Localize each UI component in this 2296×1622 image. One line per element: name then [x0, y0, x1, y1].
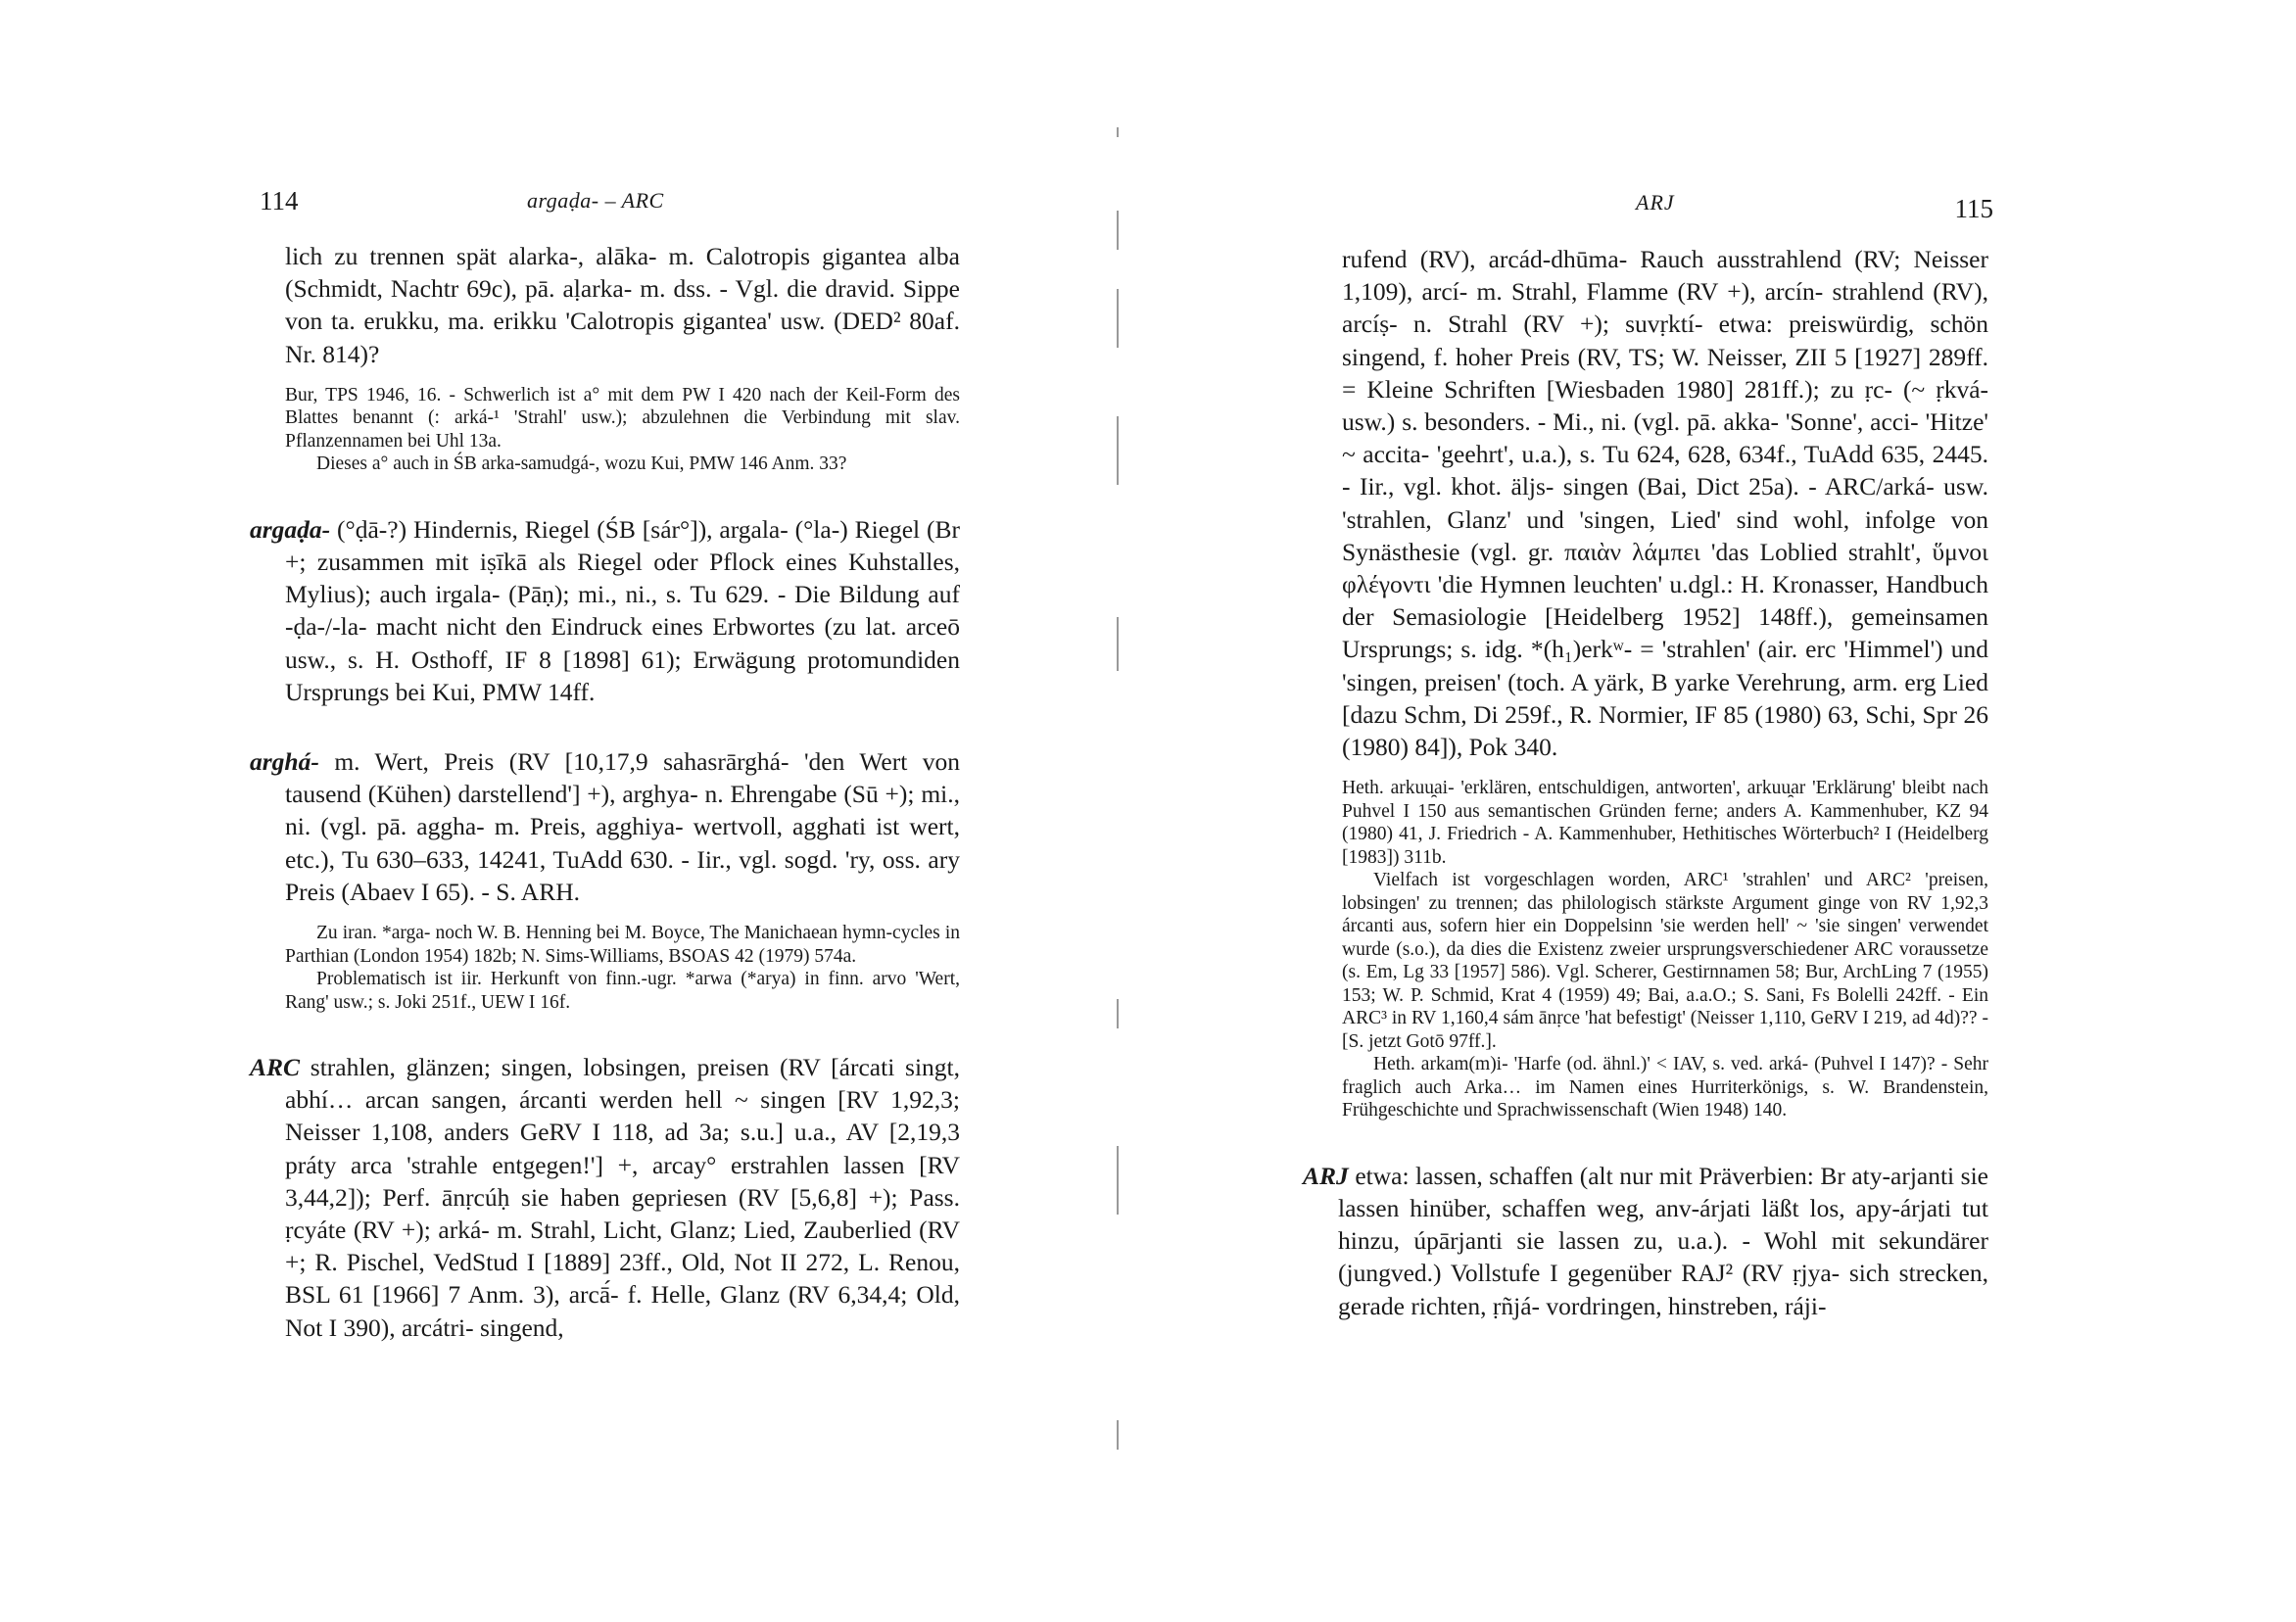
- entry-arj: [1303, 1160, 1988, 1322]
- left-page-number: 114: [260, 186, 299, 215]
- left-continuation-text: lich zu trennen spät alarka-, alāka- m. Calotropis gigantea alba (Schmidt, Nachtr 69c), pā. aḷarka- m. dss. - Vgl. die dravid. Sippe von ta. erukku, ma. erikku 'Calotropis gigantea' usw. (DED² 80af. Nr. 814)?: [285, 242, 960, 368]
- note-paragraph: Bur, TPS 1946, 16. - Schwerlich ist a° mit dem PW I 420 nach der Keil-Form des Blattes benannt (: arká-¹ 'Strahl' usw.); abzulehnen die Verbindung mit slav. Pflanzennamen bei Uhl 13a.: [285, 384, 960, 452]
- note-paragraph: Problematisch ist iir. Herkunft von finn.-ugr. *arwa (*arya) in finn. arvo 'Wert, Rang' usw.; s. Joki 251f., UEW I 16f.: [285, 969, 960, 1013]
- lemma-arc: ARC: [250, 1053, 301, 1082]
- entry-text: (°ḍā-?) Hindernis, Riegel (ŚB [sár°]), argala- (°la-) Riegel (Br +; zusammen mit iṣīkā als Riegel oder Pflock eines Kuhstalles, Mylius); auch irgala- (Pāṇ); mi., ni., s. Tu 629. - Die Bildung auf -ḍa-/-la- macht nicht den Eindruck eines Erbwortes (zu lat. arceō usw., s. H. Osthoff, IF 8 [1898] 61); Erwägung protomundiden Ursprungs bei Kui, PMW 14ff.: [285, 514, 960, 706]
- note-paragraph: Heth. arkam(m)i- 'Harfe (od. ähnl.)' < IAV, s. ved. arká- (Puhvel I 147)? - Sehr fraglich auch Arka… im Namen eines Hurriterkönigs, s. W. Brandenstein, Frühgeschichte und Sprachwissenschaft (Wien 1948) 140.: [1342, 1054, 1988, 1121]
- note-paragraph: Zu iran. *arga- noch W. B. Henning bei M. Boyce, The Manichaean hymn-cycles in Parthian (London 1954) 182b; N. Sims-Williams, BSOAS 42 (1979) 574a.: [285, 923, 960, 967]
- lemma-argada: argaḍa-: [250, 514, 331, 544]
- entry-arc: [250, 1051, 960, 1344]
- right-running-head: [1303, 186, 1993, 223]
- left-body: [250, 240, 960, 1344]
- entry-text: etwa: lassen, schaffen (alt nur mit Präverbien: Br aty-arjanti sie lassen hinüber, schaffen weg, anv-árjati läßt los, apy-árjati tut hinzu, úpārjanti sie lassen zu, u.a.). - Wohl mit sekundärer (jungved.) Vollstufe I gegenüber RAJ² (RV ṛjya- sich strecken, gerade richten, ṛñjá- vordringen, hinstreben, ráji-: [1338, 1161, 1988, 1320]
- left-running-head: [250, 186, 975, 215]
- left-running-title: argaḍa- – ARC: [527, 188, 664, 213]
- entry-text: m. Wert, Preis (RV [10,17,9 sahasrārghá- 'den Wert von tausend (Kühen) darstellend'] +), arghya- n. Ehrengabe (Sū +); mi., ni. (vgl. pā. aggha- m. Preis, agghiya- wertvoll, agghati ist wert, etc.), Tu 630–633, 14241, TuAdd 630. - Iir., vgl. sogd. 'ry, oss. ary Preis (Abaev I 65). - S. ARH.: [285, 747, 960, 906]
- right-page-number: 115: [1954, 194, 1993, 223]
- argha-notes: [250, 922, 960, 1014]
- right-body: [1303, 243, 1988, 1322]
- entry-argha: [250, 745, 960, 908]
- right-continuation-notes: [1303, 777, 1988, 1122]
- note-paragraph: Heth. arkuu̯ai- 'erklären, entschuldigen, antworten', arkuu̯ar 'Erklärung' bleibt nach Puhvel I 150 aus semantischen Gründen ferne; anders A. Kammenhuber, KZ 94 (1980) 41, J. Friedrich - A. Kammenhuber, Hethitisches Wörterbuch² I (Heidelberg [1983]) 311b.: [1342, 778, 1988, 868]
- right-running-title: ARJ: [1636, 190, 1675, 215]
- left-continuation-notes: [250, 384, 960, 476]
- note-paragraph: Vielfach ist vorgeschlagen worden, ARC¹ 'strahlen' und ARC² 'preisen, lobsingen' zu trennen; das philologisch stärkste Argument ginge von RV 1,92,3 árcanti aus, sofern hier ein Doppelsinn 'sie werden hell' ~ 'sie singen' verwendet wurde (s.o.), da dies die Existenz zweier ursprungsverschiedener ARC voraussetze (s. Em, Lg 33 [1957] 586). Vgl. Scherer, Gestirnnamen 58; Bur, ArchLing 7 (1955) 153; W. P. Schmid, Krat 4 (1959) 49; Bai, a.a.O.; S. Sani, Fs Bolelli 242ff. - Ein ARC³ in RV 1,160,4 sám ānṛce 'hat befestigt' (Neisser 1,110, GeRV I 219, ad 4d)?? - [S. jetzt Gotō 97ff.].: [1342, 870, 1988, 1052]
- lemma-arj: ARJ: [1303, 1161, 1349, 1190]
- right-continuation-text: rufend (RV), arcád-dhūma- Rauch ausstrahlend (RV; Neisser 1,109), arcí- m. Strahl, Flamme (RV +), arcín- strahlend (RV), arcíṣ- n. Strahl (RV +); suvṛktí- etwa: preiswürdig, schön singend, f. hoher Preis (RV, TS; W. Neisser, ZII 5 [1927] 289ff. = Kleine Schriften [Wiesbaden 1980] 281ff.); zu ṛc- (~ ṛkvá- usw.) s. besonders. - Mi., ni. (vgl. pā. akka- 'Sonne', acci- 'Hitze' ~ accita- 'geehrt', u.a.), s. Tu 624, 628, 634f., TuAdd 635, 2445. - Iir., vgl. khot. äljs- singen (Bai, Dict 25a). - ARC/arká- usw. 'strahlen, Glanz' und 'singen, Lied' sind wohl, infolge von Synästhesie (vgl. gr. παιὰν λάμπει 'das Loblied strahlt', ὕμνοι φλέγοντι 'die Hymnen leuchten' u.dgl.: H. Kronasser, Handbuch der Semasiologie [Heidelberg 1952] 148ff.), gemeinsamen Ursprungs; s. idg. *(h₁)erkʷ- = 'strahlen' (air. erc 'Himmel') und 'singen, preisen' (toch. A yärk, B yarke Verehrung, arm. erg Lied [dazu Schm, Di 259f., R. Normier, IF 85 (1980) 63, Schi, Spr 26 (1980) 84]), Pok 340.: [1342, 245, 1988, 762]
- entry-text: strahlen, glänzen; singen, lobsingen, preisen (RV [árcati singt, abhí… arcan sangen, árcanti werden hell ~ singen [RV 1,92,3; Neisser 1,108, anders GeRV I 118, ad 3a; s.u.] u.a., AV [2,19,3 práty arca 'strahle entgegen!'] +, arcay° erstrahlen lassen [RV 3,44,2]); Perf. ānṛcúḥ sie haben gepriesen (RV [5,6,8] +); Pass. ṛcyáte (RV +); arká- m. Strahl, Licht, Glanz; Lied, Zauberlied (RV +; R. Pischel, VedStud I [1889] 23ff., Old, Not II 272, L. Renou, BSL 61 [1966] 7 Anm. 3), arcā́- f. Helle, Glanz (RV 6,34,4; Old, Not I 390), arcátri- singend,: [285, 1053, 960, 1342]
- gutter-marks: [1117, 127, 1119, 1450]
- entry-argada: [250, 513, 960, 708]
- note-paragraph: Dieses a° auch in ŚB arka-samudgá-, wozu Kui, PMW 146 Anm. 33?: [316, 453, 847, 475]
- lemma-argha: arghá-: [250, 747, 319, 777]
